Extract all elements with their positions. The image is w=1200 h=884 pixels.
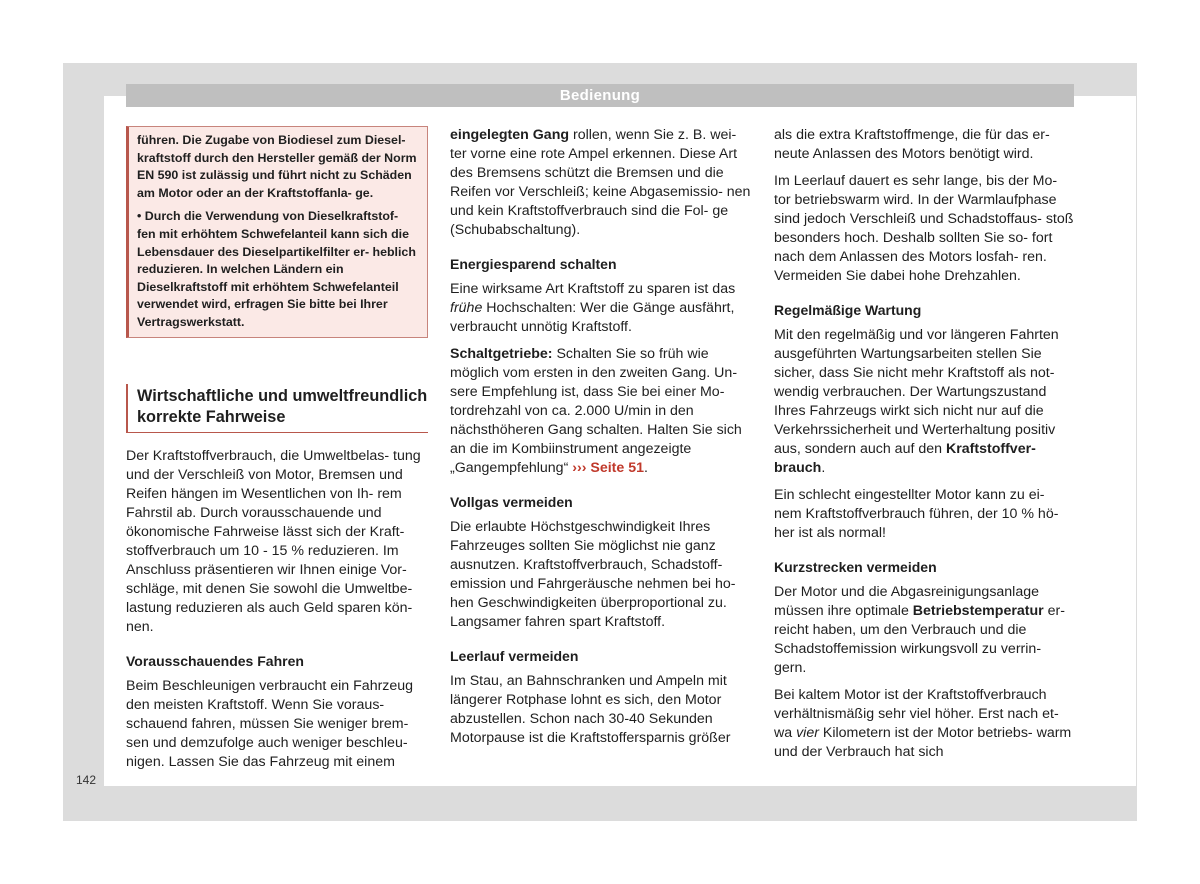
- intro-paragraph: Der Kraftstoffverbrauch, die Umweltbelas- tung und der Verschleiß von Motor, Bremsen und Reifen hängen im Wesentlichen von Ih- rem Fahrstil ab. Durch vorausschauende und ökonomische Fahrweise lässt sich der Kraft- stoffverbrauch um 10 - 15 % reduzieren. Im Anschluss präsentieren wir Ihnen einige Vor- schläge, mit denen Sie sowohl die Umweltbe- lastung reduzieren als auch Geld sparen kön- nen.: [126, 447, 421, 635]
- section-title: Wirtschaftliche und umweltfreundlich korrekte Fahrweise: [126, 384, 428, 433]
- page-reference-link[interactable]: ››› Seite 51: [572, 460, 644, 476]
- paragraph-schaltgetriebe: Schaltgetriebe: Schalten Sie so früh wie möglich vom ersten in den zweiten Gang. Un- sere Empfehlung ist, dass Sie bei einer Mo- tordrehzahl von ca. 2.000 U/min in den nächsthöheren Gang schalten. Halten Sie sich an die im Kombiinstrument angezeigte „Gangempfehlung“ ››› Seite 51.: [450, 346, 742, 476]
- bullet-icon: •: [137, 209, 142, 224]
- paragraph-energie: Eine wirksame Art Kraftstoff zu sparen ist das frühe Hochschalten: Wer die Gänge ausfährt, verbraucht unnötig Kraftstoff.: [450, 281, 736, 335]
- paragraph-vollgas: Die erlaubte Höchstgeschwindigkeit Ihres Fahrzeuges sollten Sie möglichst nie ganz ausnutzen. Kraftstoffverbrauch, Schadstoff- emission und Fahrgeräusche nehmen bei ho- hen Geschwindigkeiten überproportional zu. Langsamer fahren spart Kraftstoff.: [450, 519, 736, 630]
- heading-wartung: Regelmäßige Wartung: [774, 302, 922, 318]
- paragraph-vorausschauend: Beim Beschleunigen verbraucht ein Fahrzeug den meisten Kraftstoff. Wenn Sie voraus- schauend fahren, müssen Sie weniger brem- sen und demzufolge auch weniger beschleu- nigen. Lassen Sie das Fahrzeug mit einem: [126, 677, 414, 770]
- paragraph-rollen: eingelegten Gang rollen, wenn Sie z. B. wei- ter vorne eine rote Ampel erkennen. Diese Art des Bremsens schützt die Bremsen und die Reifen vor Verschleiß; keine Abgasemissio- nen und kein Kraftstoffverbrauch sind die Fol- ge (Schubabschaltung).: [450, 127, 751, 238]
- heading-leerlauf: Leerlauf vermeiden: [450, 648, 579, 664]
- paragraph-motor: Ein schlecht eingestellter Motor kann zu ei- nem Kraftstoffverbrauch führen, der 10 % hö- her ist als normal!: [774, 487, 1059, 541]
- warning-paragraph-1: führen. Die Zugabe von Biodiesel zum Diesel- kraftstoff durch den Hersteller gemäß der Norm EN 590 ist zulässig und führt nicht zu Schäden am Motor oder an der Kraftstoffanla- ge.: [137, 133, 417, 200]
- heading-energie: Energiesparend schalten: [450, 256, 617, 272]
- heading-vollgas: Vollgas vermeiden: [450, 494, 573, 510]
- column-2: [450, 126, 752, 748]
- chapter-header: Bedienung: [126, 84, 1074, 107]
- page-number: 142: [76, 773, 97, 787]
- warning-paragraph-2-text: Durch die Verwendung von Dieselkraftstof- fen mit erhöhtem Schwefelanteil kann sich die Lebensdauer des Dieselpartikelfilter er- heblich reduzieren. In welchen Ländern ein Dieselkraftstoff mit erhöhtem Schwefelanteil verwendet wird, erfragen Sie bitte bei Ihrer Vertragswerkstatt.: [137, 209, 416, 329]
- heading-vorausschauend: Vorausschauendes Fahren: [126, 652, 304, 669]
- paragraph-anlassen: als die extra Kraftstoffmenge, die für das er- neute Anlassen des Motors benötigt wird.: [774, 127, 1050, 162]
- heading-kurzstrecken: Kurzstrecken vermeiden: [774, 559, 937, 575]
- column-3: [774, 126, 1074, 762]
- paragraph-kalt: Bei kaltem Motor ist der Kraftstoffverbrauch verhältnismäßig sehr viel höher. Erst nach et- wa vier Kilometern ist der Motor betriebs- warm und der Verbrauch hat sich: [774, 687, 1072, 760]
- paragraph-leerlauf-warm: Im Leerlauf dauert es sehr lange, bis der Mo- tor betriebswarm wird. In der Warmlaufphase sind jedoch Verschleiß und Schadstoffaus- stoß besonders hoch. Deshalb sollten Sie so- fort nach dem Anlassen des Motors losfah- ren. Vermeiden Sie dabei hohe Drehzahlen.: [774, 173, 1074, 284]
- paragraph-wartung: Mit den regelmäßig und vor längeren Fahrten ausgeführten Wartungsarbeiten stellen Sie sicher, dass Sie nicht mehr Kraftstoff als not- wendig verbrauchen. Der Wartungszustand Ihres Fahrzeugs wirkt sich nicht nur auf die Verkehrssicherheit und Werterhaltung positiv aus, sondern auch auf den Kraftstoffver- brauch.: [774, 327, 1059, 476]
- paragraph-leerlauf: Im Stau, an Bahnschranken und Ampeln mit längerer Rotphase lohnt es sich, den Motor abzustellen. Schon nach 30-40 Sekunden Motorpause ist die Kraftstoffersparnis größer: [450, 673, 731, 746]
- bold-gang: eingelegten Gang: [450, 127, 570, 143]
- paragraph-kurzstrecken: Der Motor und die Abgasreinigungsanlage müssen ihre optimale Betriebstemperatur er- reicht haben, um den Verbrauch und die Schadstoffemission wirkungsvoll zu verrin- gern.: [774, 584, 1065, 676]
- warning-paragraph-2: [137, 208, 419, 331]
- column-1: [126, 126, 428, 772]
- warning-box: [126, 126, 428, 338]
